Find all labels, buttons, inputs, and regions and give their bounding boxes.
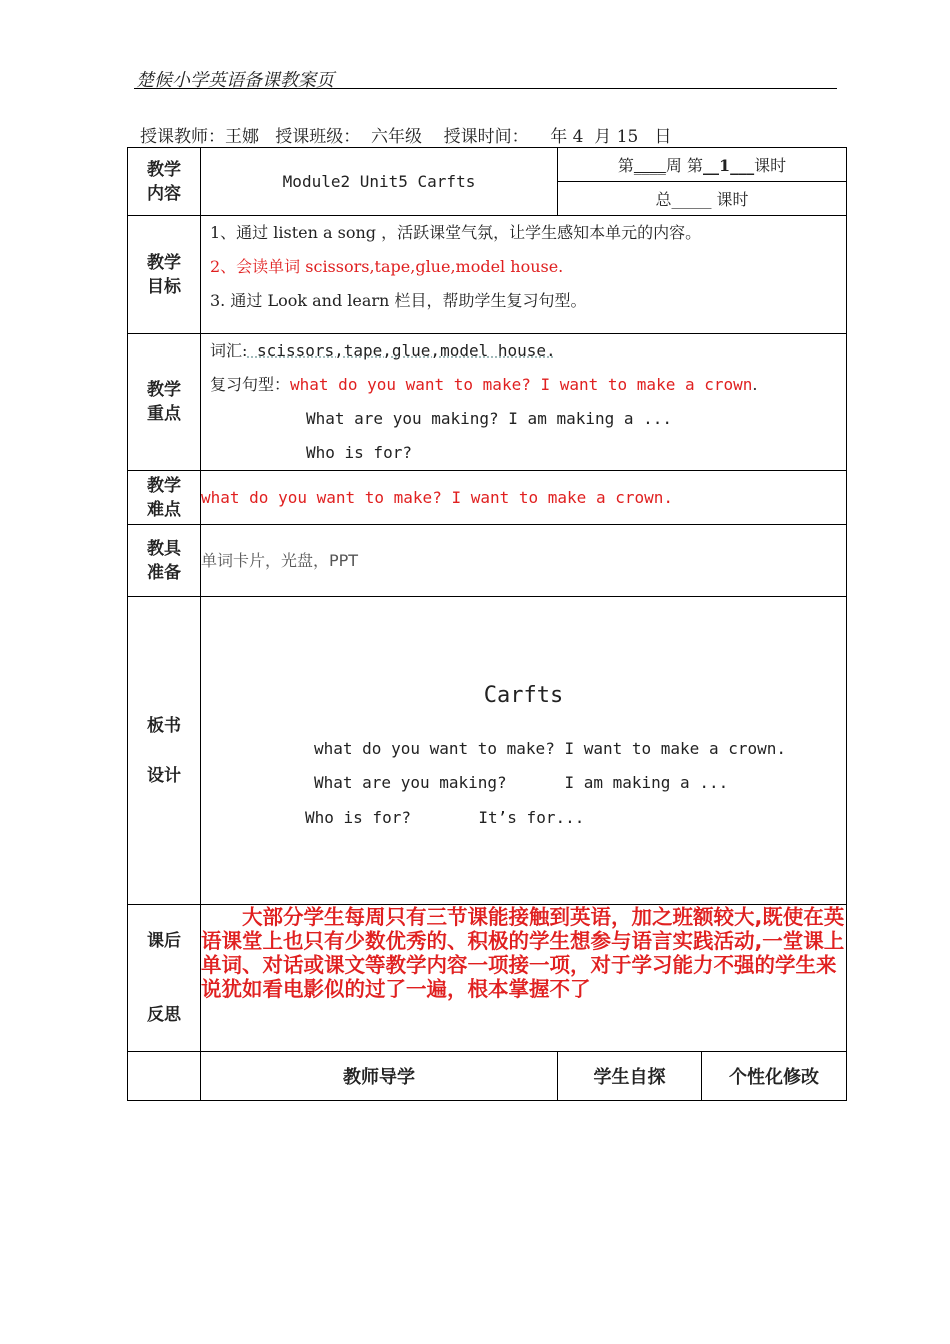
footer-blank-cell (128, 1052, 201, 1101)
reflection-text: 大部分学生每周只有三节课能接触到英语，加之班额较大,既使在英语课堂上也只有少数优秀的、积极的学生想参与语言实践活动,一堂课上单词、对话或课文等教学内容一项接一项，对于学习能力不强的学生来说犹如看电影似的过了一遍，根本掌握不了 (201, 905, 847, 1052)
board-title: Carfts (483, 683, 564, 708)
student-explore-header: 学生自探 (558, 1052, 702, 1101)
objective-item: 3. 通过 Look and learn 栏目，帮助学生复习句型。 (210, 291, 587, 310)
content-label: 教学 内容 (128, 148, 201, 216)
objective-item: 2、会读单词 scissors,tape,glue,model house. (210, 257, 564, 276)
period-number: __1___ (702, 156, 755, 175)
header-divider (134, 88, 837, 89)
personal-edit-header: 个性化修改 (702, 1052, 847, 1101)
class-field: 授课班级： 六年级 (275, 127, 423, 147)
lesson-info-line (140, 122, 672, 147)
board-line: What are you making? I am making a ... (314, 773, 729, 792)
board-design-cell (201, 597, 847, 905)
time-label: 授课时间： (443, 127, 529, 147)
teacher-field: 授课教师：王娜 (140, 127, 259, 147)
objectives-cell (201, 216, 847, 334)
week-period-cell: 第____周 第__1___课时 (558, 148, 847, 182)
lesson-title: Module2 Unit5 Carfts (201, 148, 558, 216)
board-label: 板书 设计 (128, 597, 201, 905)
reflection-label: 课后 反思 (128, 905, 201, 1052)
vocab-line: 词汇: scissors,tape,glue,model house. (210, 341, 556, 360)
board-line: Who is for? It’s for... (305, 808, 585, 827)
key-points-cell (201, 334, 847, 471)
lesson-plan-table (127, 147, 847, 1101)
difficulties-text: what do you want to make? I want to make a crown. (201, 471, 847, 525)
pattern-line: 复习句型：what do you want to make? I want to make a crown. (210, 375, 758, 394)
pattern-line: Who is for? (306, 443, 412, 462)
date-field: 年 4 月 15 日 (550, 127, 672, 147)
page-header-title: 楚候小学英语备课教案页 (136, 70, 334, 91)
total-periods-cell: 总_____ 课时 (558, 182, 847, 216)
board-line: what do you want to make? I want to make a crown. (314, 739, 787, 758)
pattern-line: What are you making? I am making a ... (306, 409, 673, 428)
difficulties-label: 教学 难点 (128, 471, 201, 525)
materials-text: 单词卡片，光盘，PPT (201, 525, 847, 597)
teacher-guide-header: 教师导学 (201, 1052, 558, 1101)
materials-label: 教具 准备 (128, 525, 201, 597)
objective-item: 1、通过 listen a song ，活跃课堂气氛，让学生感知本单元的内容。 (210, 223, 702, 242)
objectives-label: 教学 目标 (128, 216, 201, 334)
key-points-label: 教学 重点 (128, 334, 201, 471)
